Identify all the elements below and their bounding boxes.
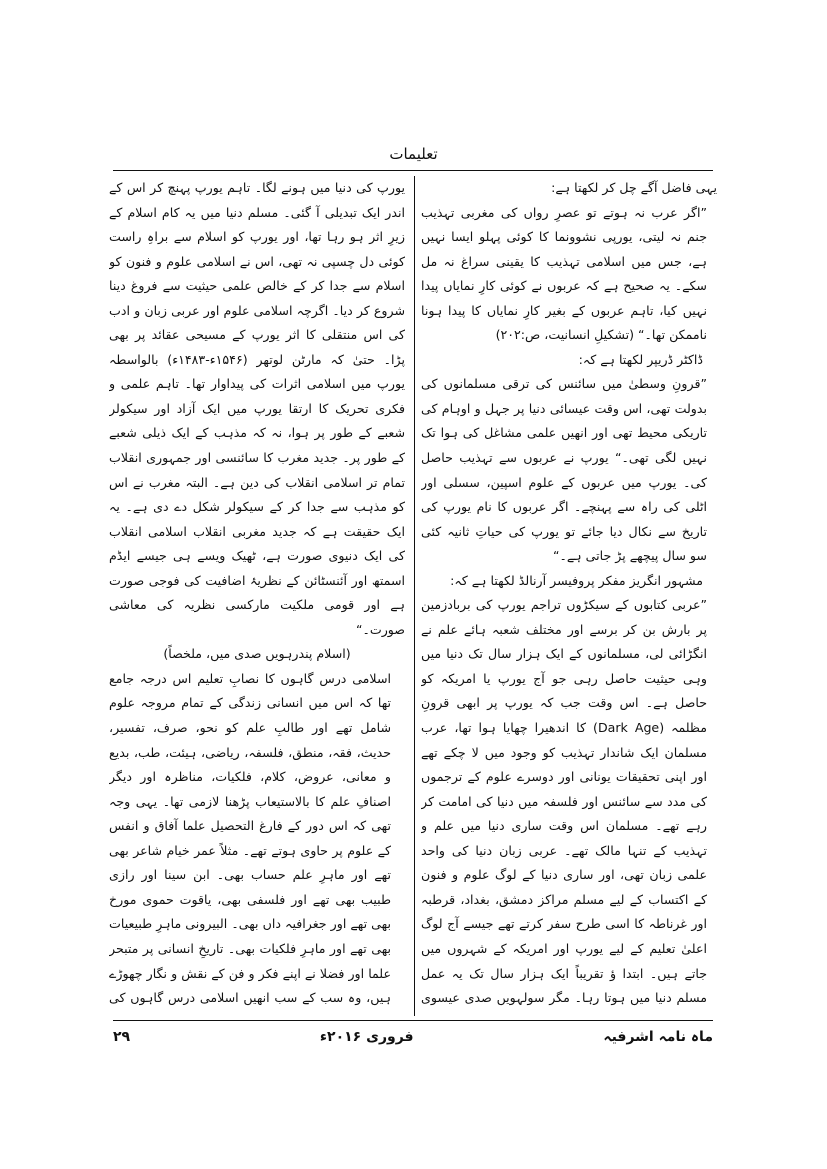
quotation: ”قرونِ وسطیٰ میں سائنس کی ترقی مسلمانوں کی بدولت تھی، اس وقت عیسائی دنیا پر جہل و اوہام کی تاریکی محیط تھی اور انھیں علمی مشاغل کی ہوا تک نہیں لگی تھی۔“ یورپ نے عربوں سے تہذیب حاصل کی۔ یورپ میں عربوں کے علوم اسپین، سسلی اور اٹلی کی راہ سے پہنچے۔ اگر عربوں کا نام یورپ کی تاریخ سے نکال دیا جائے تو یورپ کی حیاتِ ثانیہ کئی سو سال پیچھے پڑ جاتی ہے۔“: [421, 376, 707, 564]
citation: (اسلام پندرہویں صدی میں، ملخصاً): [163, 646, 351, 662]
running-header-title: تعلیمات: [389, 145, 438, 163]
paragraph: مشہور انگریز مفکر پروفیسر آرنالڈ لکھتا ہے کہ:: [450, 572, 703, 588]
paragraph: اسلامی درس گاہوں کا نصابِ تعلیم اس درجہ جامع تھا کہ اس میں انسانی زندگی کے تمام مروجہ علوم شامل تھے اور طالبِ علم کو نحو، صرف، تفسیر، حدیث، فقہ، منطق، فلسفہ، ریاضی، ہیئت، طب، بدیع و معانی، عروض، کلام، فلکیات، مناظرہ اور دیگر اصنافِ علم کا بالاستیعاب پڑھنا لازمی تھا۔ یہی وجہ تھی کہ اس دور کے فارغ التحصیل علما آفاق و انفس کے علوم پر حاوی ہوتے تھے۔ مثلاً عمر خیام شاعر بھی تھے اور ماہرِ علم حساب بھی۔ ابن سینا اور رازی طبیب بھی تھے اور فلسفی بھی، یاقوت حموی مورخ بھی تھے اور جغرافیہ داں بھی۔ البیرونی ماہرِ طبیعیات بھی تھے اور ماہرِ فلکیات بھی۔ تاریخِ انسانی پر متبحر علما اور فضلا نے اپنے فکر و فن کے نقش و نگار چھوڑے ہیں، وہ سب کے سب انھیں اسلامی درس گاہوں کی: [109, 670, 391, 1006]
header-rule: [113, 170, 713, 171]
magazine-name: ماہ نامہ اشرفیہ: [603, 1029, 713, 1045]
paragraph: یورپ کی دنیا میں ہونے لگا۔ تاہم یورپ پہنچ کر اس کے اندر ایک تبدیلی آ گئی۔ مسلم دنیا میں یہ کام اسلام کے زیرِ اثر ہو رہا تھا، اور یورپ کو اسلام سے براہِ راست کوئی دل چسپی نہ تھی، اس نے اسلامی علوم و فنون کو اسلام سے جدا کر کے خالص علمی حیثیت سے فروغ دینا شروع کر دیا۔ اگرچہ اسلامی علوم اور عربی زبان و ادب کی اس منتقلی کا اثر یورپ کے مسیحی عقائد پر بھی پڑا۔ حتیٰ کہ مارٹن لوتھر (۱۵۴۶ء-۱۴۸۳ء) بالواسطہ یورپ میں اسلامی اثرات کی پیداوار تھا۔ تاہم علمی و فکری تحریک کا ارتقا یورپ میں ایک آزاد اور سیکولر شعبے کے طور پر ہوا، نہ کہ مذہب کے ایک ذیلی شعبے کے طور پر۔ جدید مغرب کا سائنسی اور جمہوری انقلاب تمام تر اسلامی انقلاب کی دین ہے۔ البتہ مغرب نے اس کو مذہب سے جدا کر کے سیکولر شکل دے دی ہے۔ یہ ایک حقیقت ہے کہ جدید مغربی انقلاب اسلامی انقلاب کی ایک دنیوی صورت ہے، ٹھیک ویسے ہی جیسے ایڈم اسمتھ اور آئنسٹائن کے نظریۂ اضافیت کی فوجی صورت ہے اور قومی ملکیت مارکسی نظریہ کی معاشی صورت۔“: [109, 180, 405, 637]
issue-date: فروری ۲۰۱۶ء: [319, 1029, 414, 1045]
footer-rule: [113, 1020, 713, 1021]
quotation: ”اگر عرب نہ ہوتے تو عصرِ رواں کی مغربی تہذیب جنم نہ لیتی، یورپی نشوونما کا کوئی پہلو ایسا نہیں ہے، جس میں اسلامی تہذیب کا یقینی سراغ نہ مل سکے۔ یہ صحیح ہے کہ عربوں نے کوئی کارِ نمایاں پیدا نہیں کیا، تاہم عربوں کے بغیر کارِ نمایاں کا پیدا ہونا ناممکن تھا۔“ (تشکیلِ انسانیت، ص:۲۰۲): [421, 204, 707, 343]
left-column: [109, 176, 405, 1014]
footer: [113, 1024, 713, 1050]
paragraph: یہی فاضل آگے چل کر لکھتا ہے:: [551, 180, 717, 195]
right-column: [421, 176, 717, 1014]
paragraph: ڈاکٹر ڈریپر لکھتا ہے کہ:: [578, 351, 703, 367]
column-divider: [414, 176, 415, 1016]
quotation: ”عربی کتابوں کے سیکڑوں تراجم یورپ کی بربادزمین پر بارش بن کر برسے اور مختلف شعبہ ہائے علم نے انگڑائی لی، مسلمانوں کے ایک ہزار سال تک دنیا میں وہی حیثیت حاصل رہی جو آج یورپ یا امریکہ کو حاصل ہے۔ اس وقت جب کہ یورپ پر ابھی قرونِ مظلمہ (Dark Age) کا اندھیرا چھایا ہوا تھا، عرب مسلمان ایک شاندار تہذیب کو وجود میں لا چکے تھے اور اپنی تحقیقات یونانی اور دوسرے علوم کے ترجموں کی مدد سے سائنس اور فلسفہ میں دنیا کی امامت کر رہے تھے۔ مسلمان اس وقت ساری دنیا میں علم و تہذیب کے تنہا مالک تھے۔ عربی زبان دنیا کی واحد علمی زبان تھی، اور ساری دنیا کے لوگ علوم و فنون کے اکتساب کے لیے مسلم مراکز دمشق، بغداد، قرطبہ اور غرناطہ کا اسی طرح سفر کرتے تھے جیسے آج لوگ اعلیٰ تعلیم کے لیے یورپ اور امریکہ کے شہروں میں جاتے ہیں۔ ابتدا ؤ تقریباً ایک ہزار سال تک یہ عمل مسلم دنیا میں ہوتا رہا۔ مگر سولہویں صدی عیسوی: [421, 597, 708, 1006]
page-number: ۲۹: [113, 1029, 131, 1045]
